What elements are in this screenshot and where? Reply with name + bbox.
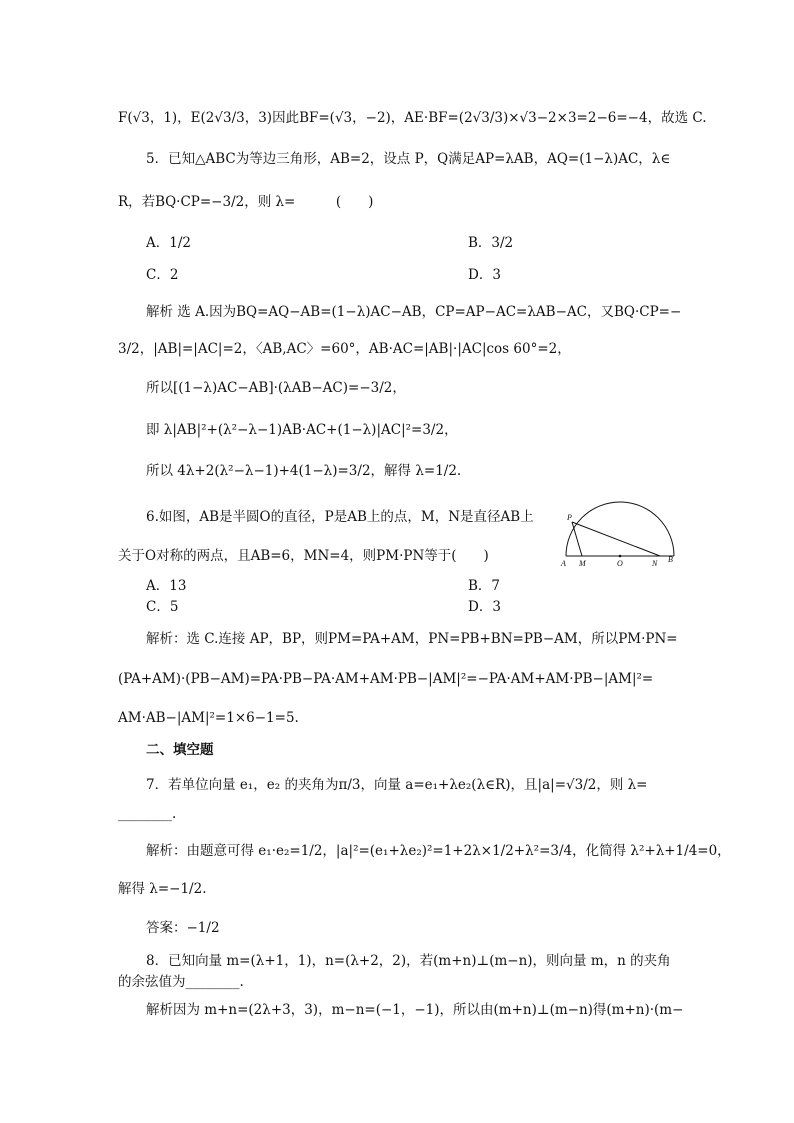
solution-line: 所以[(1−λ)AC−AB]·(λAB−AC)=−3/2， <box>146 380 406 396</box>
label-b: B <box>668 555 673 564</box>
solution-line: 即 λ|AB|²+(λ²−λ−1)AB·AC+(1−λ)|AC|²=3/2， <box>146 422 458 438</box>
solution-line: 解析：选 C.连接 AP，BP，则PM=PA+AM，PN=PB+BN=PB−AM，所以PM·PN= <box>146 631 678 647</box>
option-d: D．3 <box>468 267 501 283</box>
text-line: F(√3，1)，E(2√3/3，3)因此BF=(√3，−2)，AE·BF=(2√3/3)×√3−2×3=2−6=−4，故选 C. <box>118 110 707 126</box>
label-p: P <box>567 513 572 522</box>
problem-7-stem: 7．若单位向量 e₁，e₂ 的夹角为π/3，向量 a=e₁+λe₂(λ∈R)，且|a|=√3/2，则 λ= <box>146 777 648 793</box>
problem-6-stem: 6.如图，AB是半圆O的直径，P是AB上的点，M，N是直径AB上 <box>146 509 534 525</box>
option-b: B．7 <box>468 578 501 594</box>
solution-line: 解析因为 m+n=(2λ+3，3)，m−n=(−1，−1)，所以由(m+n)⊥(m−n)得(m+n)·(m− <box>146 1002 684 1018</box>
problem-8-stem: 的余弦值为________. <box>118 974 244 990</box>
label-n: N <box>652 559 658 568</box>
option-a: A．1/2 <box>146 235 191 251</box>
label-m: M <box>579 559 586 568</box>
solution-line: (PA+AM)·(PB−AM)=PA·PB−PA·AM+AM·PB−|AM|²=−PA·AM+AM·PB−|AM|²= <box>118 671 654 687</box>
solution-line: 解析 选 A.因为BQ=AQ−AB=(1−λ)AC−AB，CP=AP−AC=λAB−AC，又BQ·CP=− <box>146 304 682 320</box>
problem-5-stem: R，若BQ·CP=−3/2，则 λ= ( ) <box>118 194 374 210</box>
solution-line: 所以 4λ+2(λ²−λ−1)+4(1−λ)=3/2，解得 λ=1/2. <box>146 463 462 479</box>
solution-line: 解得 λ=−1/2. <box>118 881 207 897</box>
option-c: C．2 <box>146 267 179 283</box>
problem-6-stem: 关于O对称的两点，且AB=6，MN=4，则PM·PN等于( ) <box>118 548 489 564</box>
answer-blank: ________. <box>118 806 177 822</box>
option-b: B．3/2 <box>468 235 514 251</box>
label-a: A <box>561 559 566 568</box>
option-c: C．5 <box>146 599 179 615</box>
option-a: A．13 <box>146 578 187 594</box>
solution-line: AM·AB−|AM|²=1×6−1=5. <box>118 710 299 726</box>
answer-line: 答案：−1/2 <box>146 920 220 936</box>
label-o: O <box>617 559 623 568</box>
semicircle-figure <box>558 496 682 570</box>
solution-line: 3/2，|AB|=|AC|=2，〈AB,AC〉=60°，AB·AC=|AB|·|AC|cos 60°=2， <box>118 341 571 357</box>
option-d: D．3 <box>468 599 501 615</box>
solution-line: 解析：由题意可得 e₁·e₂=1/2，|a|²=(e₁+λe₂)²=1+2λ×1/2+λ²=3/4，化简得 λ²+λ+1/4=0， <box>146 843 731 859</box>
problem-8-stem: 8．已知向量 m=(λ+1，1)，n=(λ+2，2)，若(m+n)⊥(m−n)，则向量 m，n 的夹角 <box>146 953 671 969</box>
problem-5-stem: 5．已知△ABC为等边三角形，AB=2，设点 P，Q满足AP=λAB，AQ=(1−λ)AC，λ∈ <box>146 151 671 167</box>
section-heading: 二、填空题 <box>146 742 214 758</box>
